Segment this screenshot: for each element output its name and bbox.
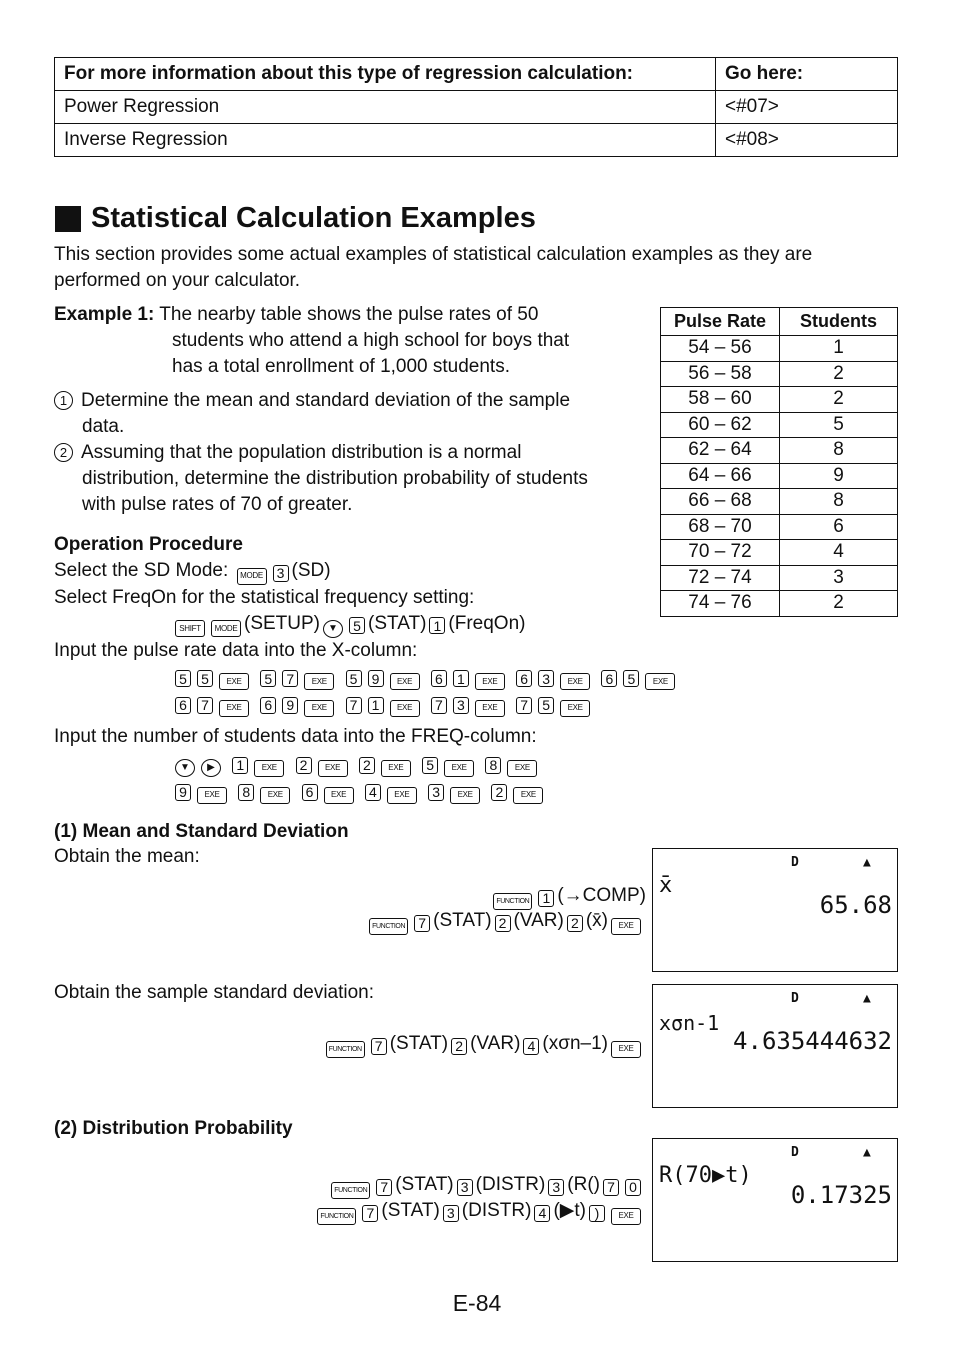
exe-key: EXE bbox=[611, 1041, 641, 1058]
key-label: (→COMP) bbox=[557, 885, 646, 906]
exe-key: EXE bbox=[560, 673, 590, 690]
key-sequence bbox=[490, 883, 646, 910]
table-row bbox=[661, 387, 898, 413]
table-cell: 64 – 66 bbox=[661, 463, 780, 489]
key-5: 5 bbox=[175, 670, 191, 687]
example-1 bbox=[54, 302, 644, 380]
key-4: 4 bbox=[534, 1205, 550, 1222]
screen-value: 65.68 bbox=[819, 891, 892, 919]
exe-key: EXE bbox=[560, 700, 590, 717]
example-label: Example 1: bbox=[54, 304, 155, 325]
screen-value: 4.635444632 bbox=[733, 1027, 892, 1055]
key-7: 7 bbox=[371, 1038, 387, 1055]
table-cell: 4 bbox=[780, 540, 898, 566]
key-2: 2 bbox=[495, 915, 511, 932]
table-cell: 70 – 72 bbox=[661, 540, 780, 566]
table-row bbox=[661, 489, 898, 515]
key-3: 3 bbox=[548, 1179, 564, 1196]
table-row bbox=[55, 91, 898, 124]
table-cell: 74 – 76 bbox=[661, 591, 780, 617]
table-header-cell: For more information about this type of regression calculation: bbox=[55, 58, 716, 91]
exe-key: EXE bbox=[645, 673, 675, 690]
table-cell: 72 – 74 bbox=[661, 565, 780, 591]
key-8: 8 bbox=[238, 784, 254, 801]
key-sequence bbox=[314, 1198, 644, 1225]
section-title-text: Statistical Calculation Examples bbox=[91, 202, 536, 234]
key-5: 5 bbox=[422, 757, 438, 774]
procedure-text: Input the pulse rate data into the X-column: bbox=[54, 639, 418, 661]
function-key: FUNCTION bbox=[493, 893, 532, 910]
table-cell: 3 bbox=[780, 565, 898, 591]
exe-key: EXE bbox=[611, 918, 641, 935]
key-sequence bbox=[54, 690, 754, 717]
key-sequence bbox=[54, 750, 754, 777]
key-3: 3 bbox=[457, 1179, 473, 1196]
exe-key: EXE bbox=[444, 760, 474, 777]
degree-indicator-icon: D bbox=[791, 855, 799, 870]
key-label: (STAT) bbox=[395, 1174, 454, 1195]
key-label: (▶t) bbox=[553, 1200, 586, 1221]
operation-procedure bbox=[54, 532, 754, 717]
key-label: (VAR) bbox=[470, 1033, 521, 1054]
table-cell: 62 – 64 bbox=[661, 438, 780, 464]
exe-key: EXE bbox=[475, 700, 505, 717]
key-6: 6 bbox=[302, 784, 318, 801]
key-6: 6 bbox=[516, 670, 532, 687]
table-header-cell: Students bbox=[780, 308, 898, 336]
table-row bbox=[55, 58, 898, 91]
function-key: FUNCTION bbox=[326, 1041, 365, 1058]
key-8: 8 bbox=[485, 757, 501, 774]
freq-input-block bbox=[54, 724, 754, 804]
key-label: (VAR) bbox=[513, 910, 564, 931]
key-7: 7 bbox=[362, 1205, 378, 1222]
key-5: 5 bbox=[349, 617, 365, 634]
calculator-screen bbox=[652, 984, 898, 1108]
key-9: 9 bbox=[282, 697, 298, 714]
list-item: Determine the mean and standard deviation of the sample bbox=[81, 390, 571, 411]
key-label: (SETUP) bbox=[244, 612, 320, 634]
exe-key: EXE bbox=[513, 787, 543, 804]
cursor-right-icon: ▶ bbox=[201, 759, 221, 777]
procedure-title: Operation Procedure bbox=[54, 534, 243, 555]
exe-key: EXE bbox=[387, 787, 417, 804]
table-cell: Inverse Regression bbox=[55, 124, 716, 157]
procedure-text: Obtain the mean: bbox=[54, 846, 200, 867]
key-sequence bbox=[366, 908, 644, 935]
key-2: 2 bbox=[296, 757, 312, 774]
key-5: 5 bbox=[260, 670, 276, 687]
procedure-text: Select FreqOn for the statistical frequency setting: bbox=[54, 586, 475, 608]
key-7: 7 bbox=[346, 697, 362, 714]
list-item: data. bbox=[82, 416, 125, 437]
exe-key: EXE bbox=[381, 760, 411, 777]
key-1: 1 bbox=[232, 757, 248, 774]
table-cell: 8 bbox=[780, 438, 898, 464]
part2-title: (2) Distribution Probability bbox=[54, 1118, 293, 1139]
reference-table bbox=[54, 57, 898, 157]
key-sequence bbox=[323, 1031, 644, 1058]
table-cell: 66 – 68 bbox=[661, 489, 780, 515]
exe-key: EXE bbox=[219, 673, 249, 690]
exe-key: EXE bbox=[219, 700, 249, 717]
key-0: 0 bbox=[625, 1179, 641, 1196]
table-cell: 2 bbox=[780, 387, 898, 413]
exe-key: EXE bbox=[390, 673, 420, 690]
procedure-text: Input the number of students data into the FREQ-column: bbox=[54, 726, 537, 747]
key-1: 1 bbox=[368, 697, 384, 714]
key-9: 9 bbox=[175, 784, 191, 801]
exe-key: EXE bbox=[475, 673, 505, 690]
key-sequence bbox=[54, 777, 754, 804]
table-row bbox=[55, 124, 898, 157]
key-label: (SD) bbox=[291, 560, 331, 581]
table-header-cell: Go here: bbox=[716, 58, 898, 91]
exe-key: EXE bbox=[254, 760, 284, 777]
exe-key: EXE bbox=[304, 673, 334, 690]
key-2: 2 bbox=[567, 915, 583, 932]
key-3: 3 bbox=[273, 565, 289, 582]
key-5: 5 bbox=[346, 670, 362, 687]
exe-key: EXE bbox=[611, 1208, 641, 1225]
key-7: 7 bbox=[414, 915, 430, 932]
example-text: has a total enrollment of 1,000 students. bbox=[172, 356, 510, 377]
table-cell: 60 – 62 bbox=[661, 412, 780, 438]
mode-key: MODE bbox=[211, 620, 241, 637]
key-1: 1 bbox=[538, 890, 554, 907]
table-row bbox=[661, 361, 898, 387]
key-label: (DISTR) bbox=[461, 1200, 532, 1221]
key-label: (R() bbox=[567, 1174, 600, 1195]
key-1: 1 bbox=[453, 670, 469, 687]
table-row bbox=[661, 336, 898, 362]
cursor-down-icon: ▼ bbox=[323, 620, 343, 638]
exe-key: EXE bbox=[324, 787, 354, 804]
table-header-cell: Pulse Rate bbox=[661, 308, 780, 336]
calculator-screen bbox=[652, 848, 898, 972]
exe-key: EXE bbox=[260, 787, 290, 804]
procedure-text: Obtain the sample standard deviation: bbox=[54, 982, 375, 1003]
table-cell: 6 bbox=[780, 514, 898, 540]
exe-key: EXE bbox=[318, 760, 348, 777]
key-label: (FreqOn) bbox=[448, 612, 526, 634]
key-3: 3 bbox=[538, 670, 554, 687]
exe-key: EXE bbox=[390, 700, 420, 717]
table-row bbox=[661, 438, 898, 464]
table-cell: Power Regression bbox=[55, 91, 716, 124]
table-cell: 8 bbox=[780, 489, 898, 515]
degree-indicator-icon: D bbox=[791, 991, 799, 1006]
key-7: 7 bbox=[431, 697, 447, 714]
exe-key: EXE bbox=[450, 787, 480, 804]
key-label: (x̄) bbox=[585, 910, 608, 931]
key-7: 7 bbox=[376, 1179, 392, 1196]
key-7: 7 bbox=[603, 1179, 619, 1196]
table-row bbox=[661, 463, 898, 489]
key-4: 4 bbox=[365, 784, 381, 801]
key-label: (STAT) bbox=[433, 910, 492, 931]
key-2: 2 bbox=[451, 1038, 467, 1055]
table-cell: 54 – 56 bbox=[661, 336, 780, 362]
key-2: 2 bbox=[359, 757, 375, 774]
key-label: (STAT) bbox=[389, 1033, 449, 1054]
circled-number-icon: 1 bbox=[54, 391, 73, 410]
circled-number-icon: 2 bbox=[54, 443, 73, 462]
key-9: 9 bbox=[368, 670, 384, 687]
square-bullet-icon bbox=[55, 206, 81, 232]
function-key: FUNCTION bbox=[317, 1208, 356, 1225]
list-item: Assuming that the population distribution is a normal bbox=[81, 442, 522, 463]
section-title bbox=[55, 202, 536, 235]
list-item: with pulse rates of 70 of greater. bbox=[82, 494, 353, 515]
function-key: FUNCTION bbox=[331, 1182, 370, 1199]
table-cell: 9 bbox=[780, 463, 898, 489]
table-cell: 68 – 70 bbox=[661, 514, 780, 540]
page-number: E-84 bbox=[452, 1290, 502, 1316]
key-7: 7 bbox=[516, 697, 532, 714]
screen-expression: xσn-1 bbox=[659, 1011, 720, 1035]
table-cell: 2 bbox=[780, 361, 898, 387]
key-1: 1 bbox=[429, 617, 445, 634]
key-6: 6 bbox=[175, 697, 191, 714]
function-key: FUNCTION bbox=[369, 918, 408, 935]
task-list bbox=[54, 388, 654, 518]
table-row bbox=[661, 308, 898, 336]
exe-key: EXE bbox=[197, 787, 227, 804]
table-cell: 56 – 58 bbox=[661, 361, 780, 387]
key-label: (xσn–1) bbox=[542, 1033, 608, 1054]
key-4: 4 bbox=[523, 1038, 539, 1055]
key-label: (STAT) bbox=[381, 1200, 440, 1221]
shift-key: SHIFT bbox=[175, 620, 205, 637]
key-7: 7 bbox=[197, 697, 213, 714]
procedure-text: Select the SD Mode: bbox=[54, 560, 229, 581]
right-paren-key: ) bbox=[589, 1205, 605, 1222]
key-2: 2 bbox=[491, 784, 507, 801]
part1-title: (1) Mean and Standard Deviation bbox=[54, 821, 349, 842]
up-arrow-icon: ▲ bbox=[863, 991, 871, 1006]
key-6: 6 bbox=[601, 670, 617, 687]
key-3: 3 bbox=[443, 1205, 459, 1222]
degree-indicator-icon: D bbox=[791, 1145, 799, 1160]
example-text: students who attend a high school for boys that bbox=[172, 330, 570, 351]
example-text: The nearby table shows the pulse rates of 50 bbox=[159, 304, 539, 325]
key-sequence bbox=[54, 664, 754, 691]
key-label: (STAT) bbox=[368, 612, 427, 634]
table-cell: 5 bbox=[780, 412, 898, 438]
screen-expression: x̄ bbox=[659, 873, 673, 898]
table-cell: 2 bbox=[780, 591, 898, 617]
up-arrow-icon: ▲ bbox=[863, 855, 871, 870]
table-row bbox=[661, 412, 898, 438]
key-label: (DISTR) bbox=[475, 1174, 546, 1195]
key-7: 7 bbox=[282, 670, 298, 687]
table-cell: 58 – 60 bbox=[661, 387, 780, 413]
up-arrow-icon: ▲ bbox=[863, 1145, 871, 1160]
table-cell: <#08> bbox=[716, 124, 898, 157]
exe-key: EXE bbox=[304, 700, 334, 717]
key-5: 5 bbox=[623, 670, 639, 687]
cursor-down-icon: ▼ bbox=[175, 759, 195, 777]
table-cell: 1 bbox=[780, 336, 898, 362]
intro-text: This section provides some actual examples of statistical calculation examples as they are performed on your calculator. bbox=[54, 244, 813, 291]
key-5: 5 bbox=[538, 697, 554, 714]
table-cell: <#07> bbox=[716, 91, 898, 124]
key-6: 6 bbox=[431, 670, 447, 687]
key-sequence bbox=[328, 1172, 644, 1199]
list-item: distribution, determine the distribution probability of students bbox=[82, 468, 588, 489]
key-3: 3 bbox=[428, 784, 444, 801]
exe-key: EXE bbox=[507, 760, 537, 777]
key-3: 3 bbox=[453, 697, 469, 714]
mode-key: MODE bbox=[237, 568, 267, 585]
calculator-screen bbox=[652, 1138, 898, 1262]
key-5: 5 bbox=[197, 670, 213, 687]
key-6: 6 bbox=[260, 697, 276, 714]
screen-value: 0.17325 bbox=[790, 1181, 892, 1209]
screen-expression: R(70▶t) bbox=[659, 1163, 752, 1188]
